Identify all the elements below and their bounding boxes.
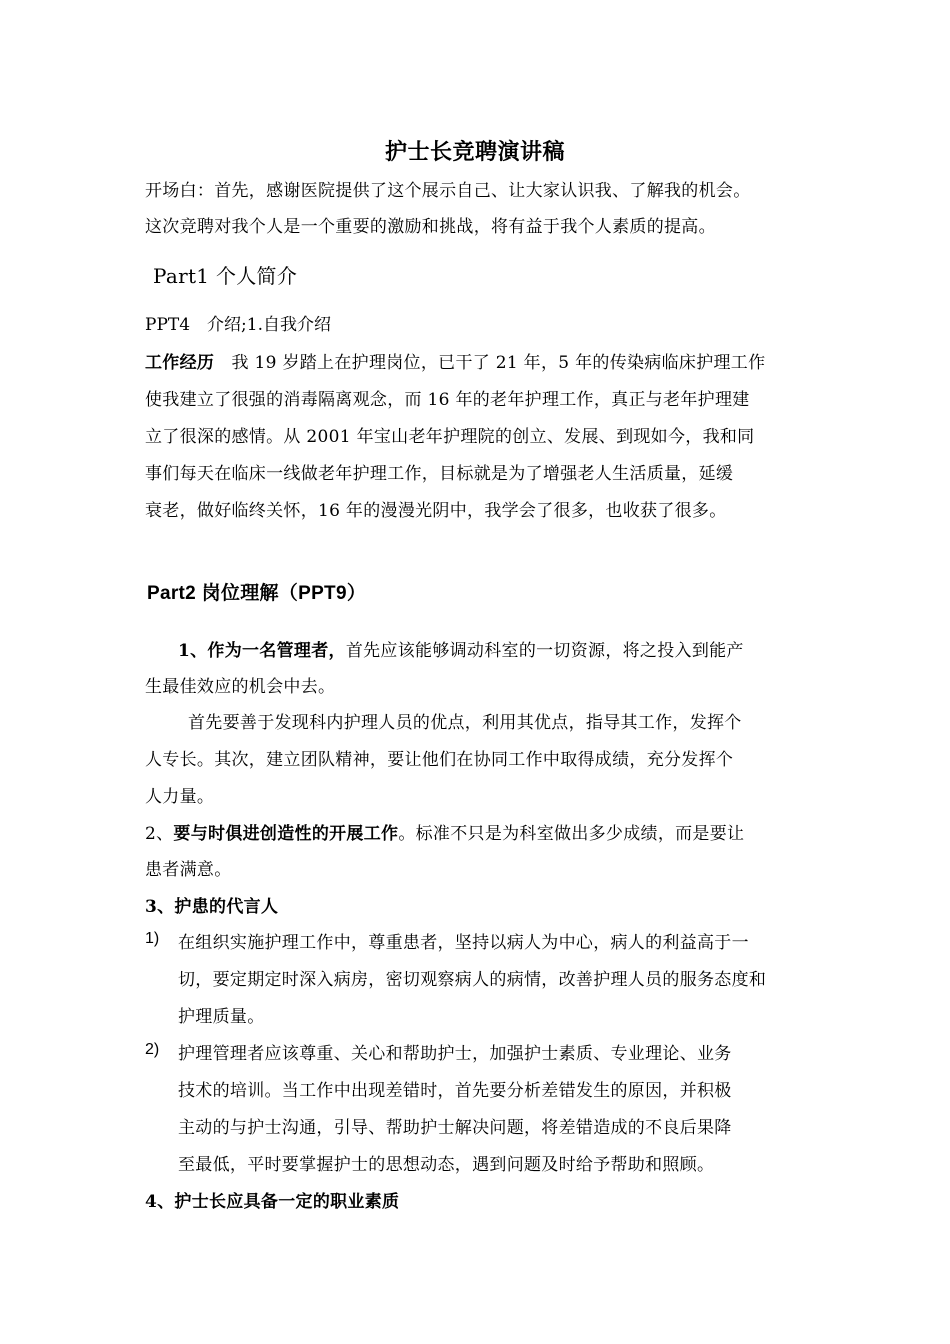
para2-line-3: 人力量。 [145,787,215,807]
part1-heading: Part1 个人简介 [153,264,298,288]
item4-heading: 4、护士长应具备一定的职业素质 [145,1192,400,1212]
item2-num: 2、 [145,824,174,844]
list-item-2-line-1: 护理管理者应该尊重、关心和帮助护士，加强护士素质、专业理论、业务 [178,1044,732,1064]
item2-line-2: 患者满意。 [145,860,232,880]
item2-line-1 [145,819,744,844]
work-text: 我 19 岁踏上在护理岗位，已干了 21 年，5 年的传染病临床护理工作 [214,353,766,373]
list-item-2-line-2: 技术的培训。当工作中出现差错时，首先要分析差错发生的原因，并积极 [178,1081,732,1101]
list-item-1-number: 1) [145,930,160,947]
list-item-2-line-4: 至最低，平时要掌握护士的思想动态，遇到问题及时给予帮助和照顾。 [178,1155,715,1175]
item1-line-2: 生最佳效应的机会中去。 [145,677,336,697]
work-line-1 [145,348,765,373]
intro-line-2: 这次竞聘对我个人是一个重要的激励和挑战，将有益于我个人素质的提高。 [145,217,716,237]
item1-rest: 首先应该能够调动科室的一切资源，将之投入到能产 [345,641,744,661]
item1-bold: 1、作为一名管理者， [178,641,346,661]
item1-line-1 [178,636,744,661]
list-item-2-number: 2) [145,1041,160,1058]
part2-heading: Part2 岗位理解（PPT9） [147,583,367,604]
list-item-1-line-2: 切，要定期定时深入病房，密切观察病人的病情，改善护理人员的服务态度和 [178,970,767,990]
list-item-1-line-3: 护理质量。 [178,1007,265,1027]
work-line-5: 衰老，做好临终关怀，16 年的漫漫光阴中，我学会了很多，也收获了很多。 [145,501,727,521]
work-line-2: 使我建立了很强的消毒隔离观念，而 16 年的老年护理工作，真正与老年护理建 [145,390,750,410]
document-title: 护士长竞聘演讲稿 [384,139,565,165]
work-line-3: 立了很深的感情。从 2001 年宝山老年护理院的创立、发展、到现如今，我和同 [145,427,755,447]
list-item-1-line-1: 在组织实施护理工作中，尊重患者，坚持以病人为中心，病人的利益高于一 [178,933,749,953]
intro-line-1: 开场白：首先，感谢医院提供了这个展示自己、让大家认识我、了解我的机会。 [145,181,751,201]
list-item-2-line-3: 主动的与护士沟通，引导、帮助护士解决问题，将差错造成的不良后果降 [178,1118,732,1138]
work-label: 工作经历 [145,353,215,373]
item3-heading: 3、护患的代言人 [145,897,279,917]
work-line-4: 事们每天在临床一线做老年护理工作，目标就是为了增强老人生活质量，延缓 [145,464,734,484]
item2-bold: 要与时俱进创造性的开展工作 [173,824,399,844]
ppt-line: PPT4 介绍;1.自我介绍 [145,315,331,335]
item2-rest: 。标准不只是为科室做出多少成绩，而是要让 [398,824,745,844]
para2-line-2: 人专长。其次，建立团队精神，要让他们在协同工作中取得成绩，充分发挥个 [145,750,734,770]
para2-line-1: 首先要善于发现科内护理人员的优点，利用其优点，指导其工作，发挥个 [188,713,742,733]
